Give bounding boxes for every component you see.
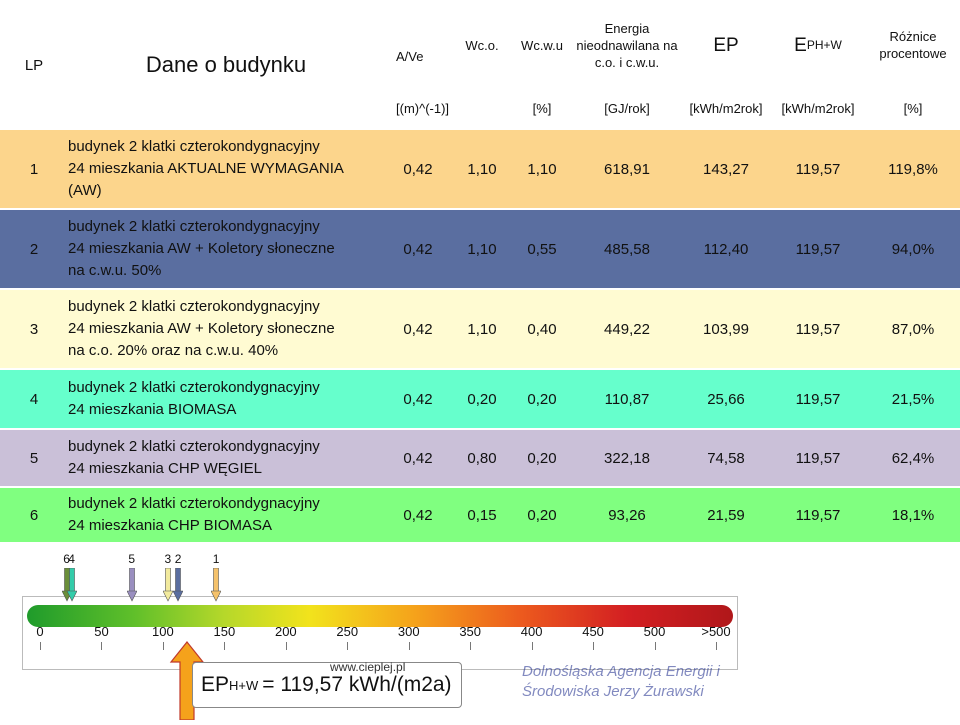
row-value-6: 62,4% [891,449,935,467]
row-value-1: 1,10 [467,160,497,178]
row-value-2: 0,20 [527,449,557,467]
row-description [68,130,384,208]
scale-tick-label: 0 [36,624,44,639]
source-url[interactable]: www.cieplej.pl [330,660,406,674]
scale-marker-arrow [211,568,221,602]
agency-line-1: Dolnośląska Agencja Energii i [522,663,720,680]
scale-tick-label: 50 [94,624,109,639]
header-unit-4: [kWh/m2rok] [689,100,763,116]
row-lp: 4 [29,390,39,408]
row-lp: 6 [29,506,39,524]
scale-marker-arrow [163,568,173,602]
row-value-3: 110,87 [604,390,650,408]
scale-tick-label: 400 [520,624,543,639]
row-description-line: (AW) [68,182,102,199]
row-lp: 2 [29,240,39,258]
row-value-4: 103,99 [703,320,749,338]
scale-marker-label: 3 [164,552,172,566]
row-lp: 3 [29,320,39,338]
row-value-1: 0,80 [467,449,497,467]
scale-marker-arrow [127,568,137,602]
row-value-1: 1,10 [467,320,497,338]
table-row [0,130,960,208]
agency-line-2: Środowiska Jerzy Żurawski [522,683,704,700]
row-description-line: 24 mieszkania AW + Koletory słoneczne [68,240,335,257]
row-value-2: 0,20 [527,390,557,408]
row-description-line: 24 mieszkania CHP BIOMASA [68,517,272,534]
scale-tick-label: 450 [582,624,604,639]
scale-tick-label: 200 [274,624,297,639]
row-description-line: budynek 2 klatki czterokondygnacyjny [68,438,320,455]
scale-tick-mark [163,642,164,650]
row-lp: 5 [29,449,39,467]
row-value-5: 119,57 [795,160,841,178]
row-description-line: 24 mieszkania BIOMASA [68,401,237,418]
row-value-6: 18,1% [891,506,935,524]
header-col-1: Wc.o. [465,37,499,53]
row-value-6: 21,5% [891,390,935,408]
header-col-6: Różnice procentowe [879,29,947,61]
row-description-line: budynek 2 klatki czterokondygnacyjny [68,495,320,512]
header-ep-sub: PH+W [806,37,842,52]
scale-tick-mark [716,642,717,650]
scale-tick-label: 500 [643,624,666,639]
row-value-0: 0,42 [403,240,433,258]
row-value-5: 119,57 [795,320,841,338]
row-value-3: 322,18 [604,449,650,467]
row-value-1: 0,20 [467,390,497,408]
energy-gradient-bar [27,605,733,627]
table-row [0,430,960,486]
row-description-line: budynek 2 klatki czterokondygnacyjny [68,298,320,315]
table-row [0,370,960,428]
row-value-6: 94,0% [891,240,935,258]
row-value-0: 0,42 [403,449,433,467]
scale-tick-mark [593,642,594,650]
row-value-4: 25,66 [707,390,745,408]
header-unit-3: [GJ/rok] [604,100,650,116]
row-description-line: budynek 2 klatki czterokondygnacyjny [68,218,320,235]
row-value-4: 74,58 [707,449,745,467]
ep-reference-box [192,662,462,708]
row-value-4: 143,27 [703,160,749,178]
row-value-3: 485,58 [604,240,650,258]
header-unit-5: [kWh/m2rok] [781,100,855,116]
table-row [0,488,960,542]
header-col-5 [770,0,866,90]
header-unit-2: [%] [532,100,552,116]
scale-tick-label: >500 [701,624,731,639]
row-separator [0,542,960,544]
scale-tick-label: 250 [336,624,359,639]
scale-tick-mark [286,642,287,650]
row-description [68,210,384,288]
row-value-3: 449,22 [604,320,650,338]
row-value-2: 0,20 [527,506,557,524]
row-description-line: 24 mieszkania AKTUALNE WYMAGANIA [68,160,344,177]
row-value-1: 1,10 [467,240,497,258]
scale-marker-label: 1 [212,552,220,566]
scale-tick-mark [347,642,348,650]
scale-tick-mark [224,642,225,650]
row-description-line: budynek 2 klatki czterokondygnacyjny [68,138,320,155]
scale-marker-label: 5 [128,552,135,566]
row-value-0: 0,42 [403,506,433,524]
header-unit-1 [452,88,512,128]
scale-tick-mark [409,642,410,650]
header-col-4: EP [713,34,739,56]
row-value-4: 112,40 [703,240,749,258]
scale-marker-label: 6 [63,552,70,566]
row-value-3: 618,91 [604,160,650,178]
table-row [0,290,960,368]
scale-tick-mark [101,642,102,650]
header-col-0: A/Ve [396,49,424,64]
row-value-6: 87,0% [891,320,935,338]
row-value-5: 119,57 [795,240,841,258]
header-unit-0: [(m)^(-1)] [396,100,450,116]
header-title: Dane o budynku [145,52,307,77]
row-value-2: 0,40 [527,320,557,338]
header-col-2: Wc.w.u [521,37,563,53]
row-value-5: 119,57 [795,390,841,408]
scale-tick-mark [532,642,533,650]
scale-marker-label: 2 [174,552,182,566]
header-col-3: Energia nieodnawilana na c.o. i c.w.u. [576,20,678,70]
agency-name [522,662,720,702]
row-value-4: 21,59 [707,506,745,524]
scale-tick-mark [655,642,656,650]
row-value-2: 1,10 [527,160,557,178]
header-lp: LP [24,56,44,74]
row-description-line: 24 mieszkania CHP WĘGIEL [68,460,262,477]
scale-tick-mark [40,642,41,650]
row-description-line: na c.o. 20% oraz na c.w.u. 40% [68,342,279,359]
row-lp: 1 [29,160,39,178]
scale-marker-arrow [173,568,183,602]
ep-reference-label: EP [201,673,230,696]
header-row [0,0,960,130]
ep-reference-value: = 119,57 kWh/(m2a) [262,673,452,696]
row-description-line: 24 mieszkania AW + Koletory słoneczne [68,320,335,337]
scale-tick-label: 100 [152,624,174,639]
table-row [0,210,960,288]
row-value-0: 0,42 [403,320,433,338]
row-value-5: 119,57 [795,449,841,467]
scale-marker-label: 4 [68,552,75,566]
row-description [68,370,384,428]
row-value-1: 0,15 [467,506,497,524]
scale-tick-label: 150 [213,624,236,639]
row-description [68,430,384,486]
ep-reference-sub: H+W [229,677,259,693]
row-description [68,290,384,368]
row-description-line: budynek 2 klatki czterokondygnacyjny [68,379,320,396]
row-value-0: 0,42 [403,160,433,178]
row-value-3: 93,26 [608,506,646,524]
row-value-0: 0,42 [403,390,433,408]
scale-frame [22,596,738,670]
scale-tick-label: 300 [397,624,420,639]
row-description-line: na c.w.u. 50% [68,262,162,279]
row-value-5: 119,57 [795,506,841,524]
scale-tick-label: 350 [459,624,482,639]
scale-marker-arrow [67,568,77,602]
header-unit-6: [%] [903,100,923,116]
row-value-6: 119,8% [888,160,938,178]
scale-tick-mark [470,642,471,650]
row-description [68,488,384,542]
header-ep-main: E [794,34,807,56]
row-value-2: 0,55 [527,240,557,258]
